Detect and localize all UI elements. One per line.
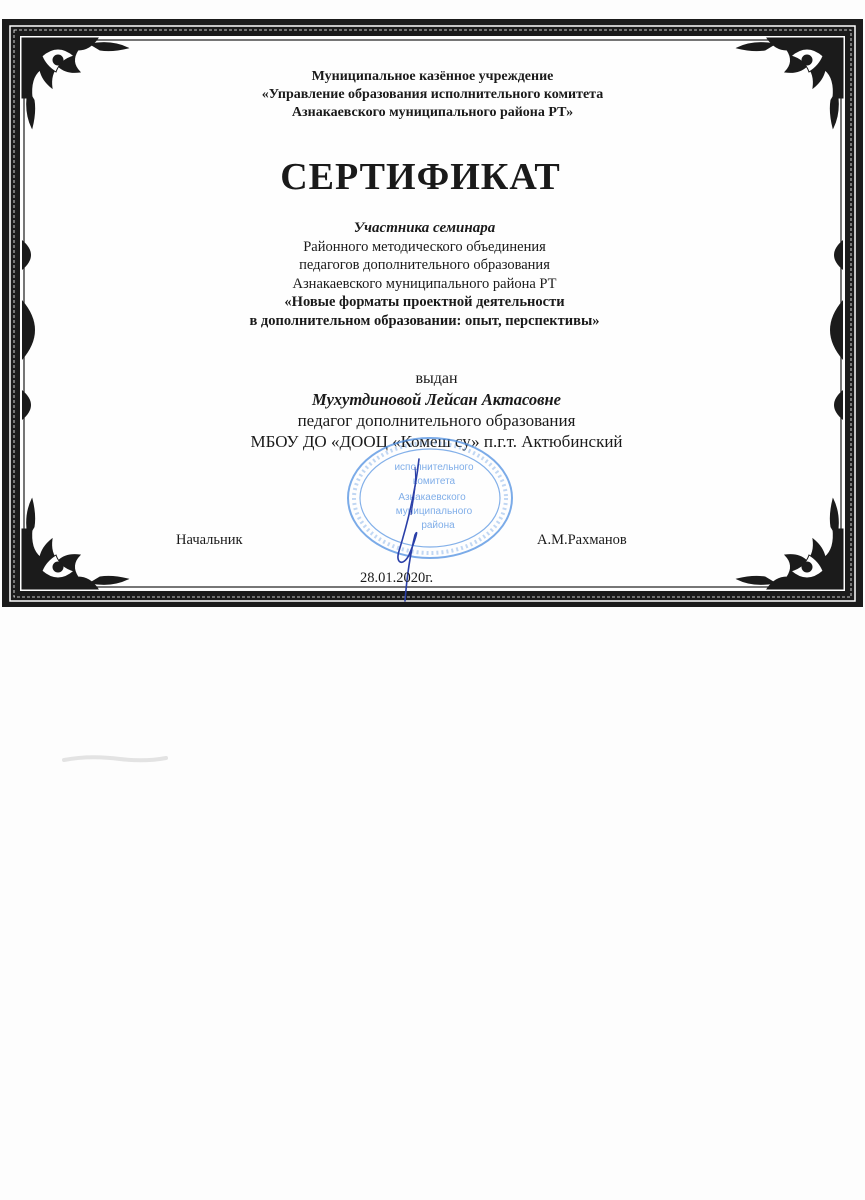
signatory-name: А.М.Рахманов bbox=[537, 532, 627, 548]
recipient-name: Мухутдиновой Лейсан Актасовне bbox=[312, 390, 561, 409]
description-line-3: Азнакаевского муниципального района РТ bbox=[292, 275, 557, 292]
stamp-text-line-2: комитета bbox=[412, 476, 456, 487]
participant-role: Участника семинара bbox=[353, 220, 496, 236]
issuer-line-2: «Управление образования исполнительного комитета bbox=[261, 87, 604, 102]
scan-smudge bbox=[60, 752, 170, 766]
stamp-text-line-5: района bbox=[421, 520, 455, 531]
seminar-topic-line-2: в дополнительном образовании: опыт, перспективы» bbox=[249, 312, 600, 329]
stamp-text-line-4: муниципального bbox=[395, 506, 473, 517]
description-line-1: Районного методического объединения bbox=[303, 238, 546, 255]
signatory-role: Начальник bbox=[176, 532, 243, 548]
issued-label: выдан bbox=[415, 370, 458, 387]
stamp-text-line-3: Азнакаевского bbox=[398, 492, 466, 503]
issuer-line-3: Азнакаевского муниципального района РТ» bbox=[291, 105, 574, 120]
issuer-line-1: Муниципальное казённое учреждение bbox=[311, 69, 554, 84]
certificate-title: СЕРТИФИКАТ bbox=[280, 156, 561, 198]
seminar-description bbox=[0, 219, 857, 330]
stamp-text-line-1: исполнительного bbox=[394, 462, 474, 473]
recipient-position: педагог дополнительного образования bbox=[297, 411, 576, 430]
issuer-header bbox=[0, 68, 865, 122]
recipient-institution: МБОУ ДО «ДООЦ «Комеш су» п.г.т. Актюбинский bbox=[250, 432, 623, 451]
seminar-topic-line-1: «Новые форматы проектной деятельности bbox=[284, 294, 565, 310]
issue-date: 28.01.2020г. bbox=[360, 570, 434, 586]
description-line-2: педагогов дополнительного образования bbox=[299, 257, 550, 273]
